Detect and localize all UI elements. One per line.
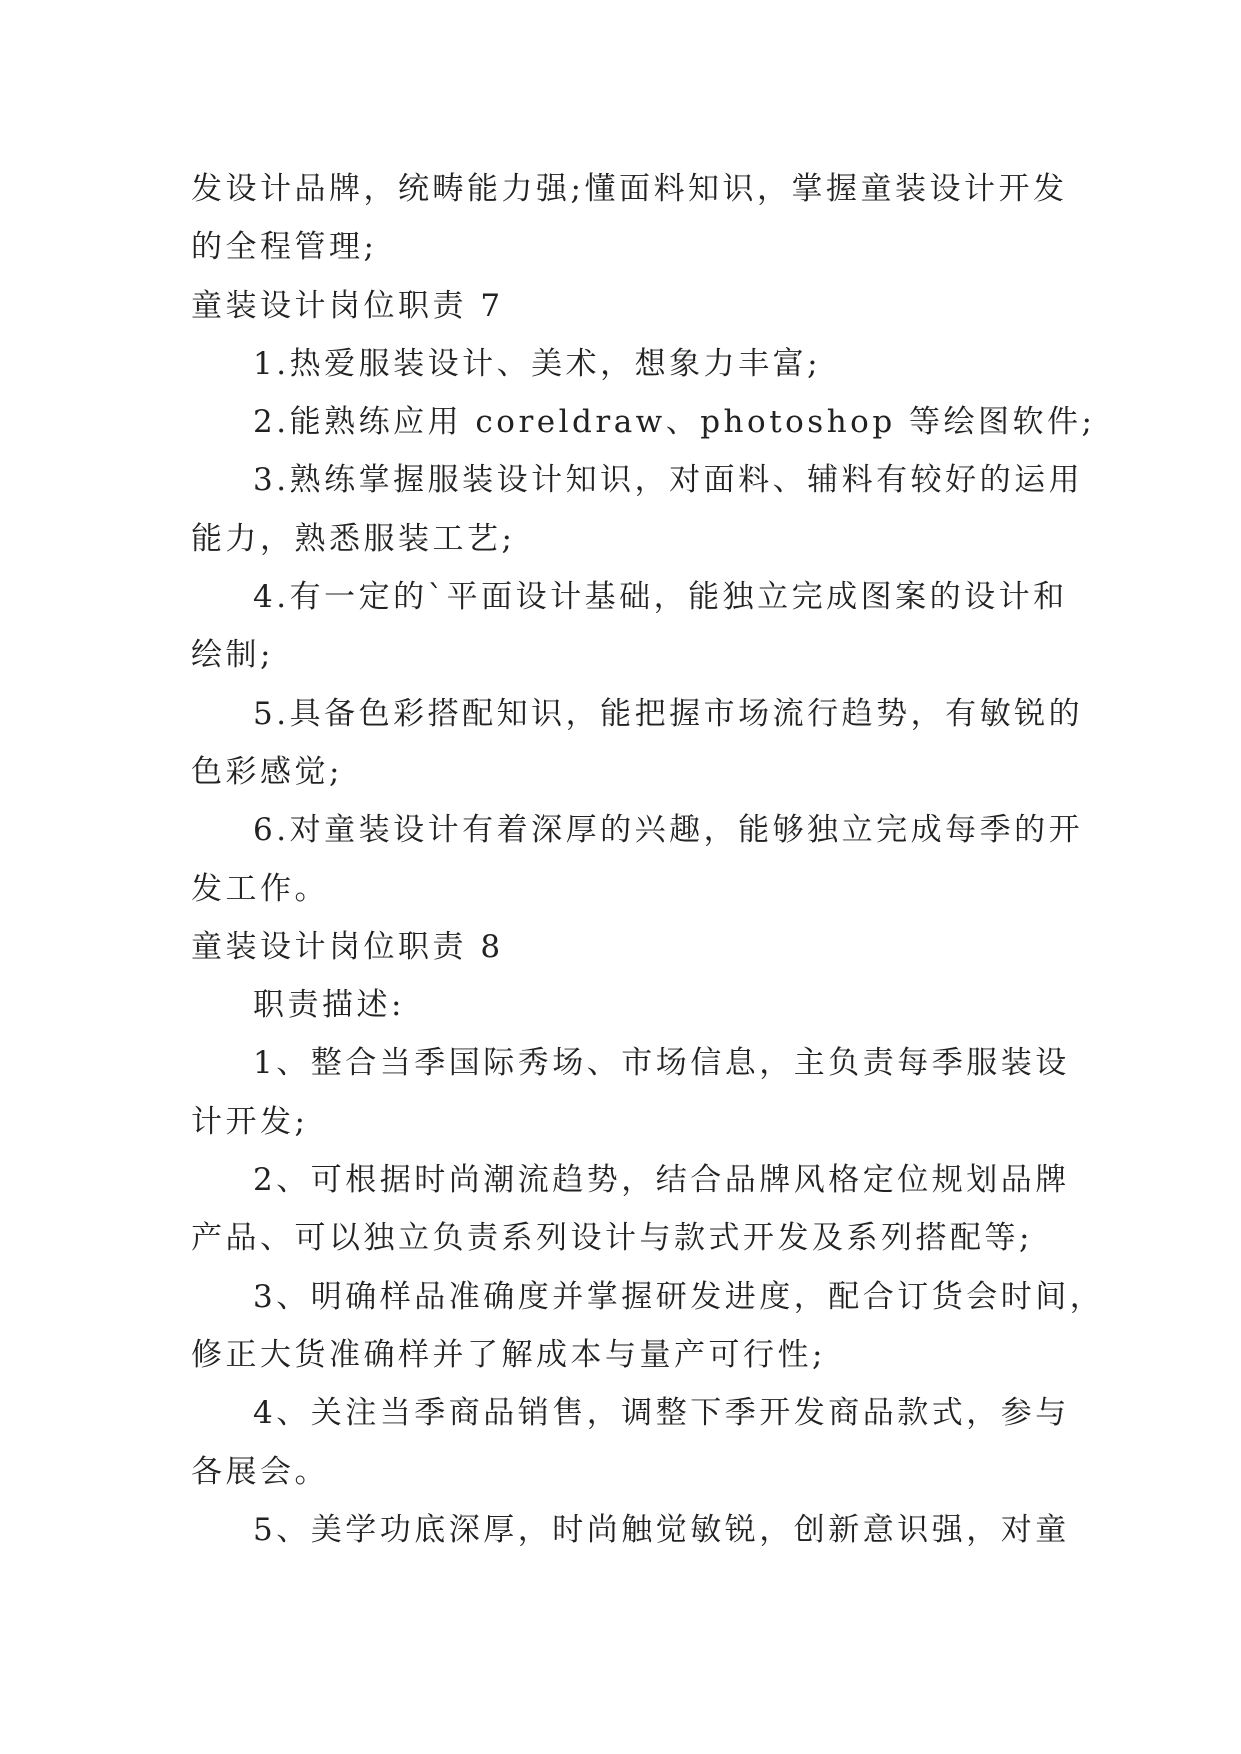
list-item: 2.能熟练应用 coreldraw、photoshop 等绘图软件; xyxy=(253,404,1096,441)
section-heading: 童装设计岗位职责 8 xyxy=(191,928,504,965)
body-line: 修正大货准确样并了解成本与量产可行性; xyxy=(191,1336,826,1373)
document-body xyxy=(191,160,1105,1559)
body-line: 发工作。 xyxy=(191,870,329,907)
body-line: 计开发; xyxy=(191,1103,309,1140)
list-item: 4.有一定的`平面设计基础，能独立完成图案的设计和 xyxy=(253,579,1068,616)
body-line: 色彩感觉; xyxy=(191,753,343,790)
body-line: 各展会。 xyxy=(191,1453,329,1490)
list-item: 2、可根据时尚潮流趋势，结合品牌风格定位规划品牌 xyxy=(253,1162,1070,1199)
section-heading: 童装设计岗位职责 7 xyxy=(191,287,504,324)
list-item: 5.具备色彩搭配知识，能把握市场流行趋势，有敏锐的 xyxy=(253,695,1084,732)
body-line: 的全程管理; xyxy=(191,229,378,266)
subheading: 职责描述: xyxy=(253,987,405,1024)
list-item: 3.熟练掌握服装设计知识，对面料、辅料有较好的运用 xyxy=(253,462,1084,499)
list-item: 6.对童装设计有着深厚的兴趣，能够独立完成每季的开 xyxy=(253,812,1084,849)
list-item: 1、整合当季国际秀场、市场信息，主负责每季服装设 xyxy=(253,1045,1070,1082)
list-item: 4、关注当季商品销售，调整下季开发商品款式，参与 xyxy=(253,1395,1070,1432)
body-line: 产品、可以独立负责系列设计与款式开发及系列搭配等; xyxy=(191,1220,1033,1257)
body-line: 绘制; xyxy=(191,637,274,674)
body-line: 发设计品牌，统畴能力强;懂面料知识，掌握童装设计开发 xyxy=(191,171,1068,207)
body-line: 能力，熟悉服装工艺; xyxy=(191,520,516,557)
list-item: 5、美学功底深厚，时尚触觉敏锐，创新意识强，对童 xyxy=(253,1511,1070,1548)
list-item: 3、明确样品准确度并掌握研发进度，配合订货会时间， xyxy=(253,1278,1105,1315)
list-item: 1.热爱服装设计、美术，想象力丰富; xyxy=(253,345,822,382)
